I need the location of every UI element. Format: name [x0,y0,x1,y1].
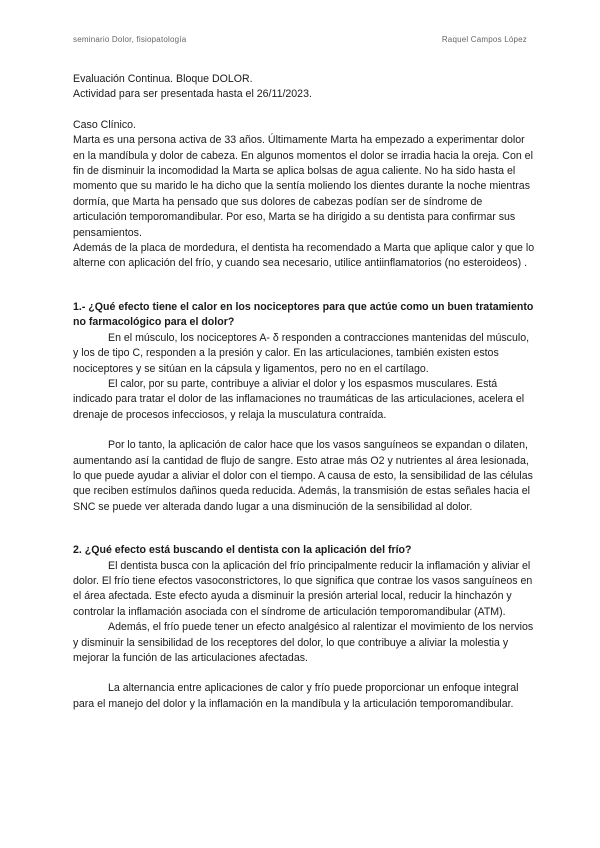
answer-1-paragraph-2: El calor, por su parte, contribuye a aliviar el dolor y los espasmos musculares. Está indicado para tratar el dolor de las inflamaciones no traumáticas de las articulaciones, acelera el drenaje de procesos infecciosos, y relaja la musculatura contraída. [73,377,525,421]
case-heading: Caso Clínico. [73,118,136,131]
document-body [73,72,537,712]
answer-2-paragraph-1: El dentista busca con la aplicación del frío principalmente reducir la inflamación y aliviar el dolor. El frío tiene efectos vasoconstrictores, lo que significa que contrae los vasos sanguíneos en el área afectada. Este efecto ayuda a disminuir la presión arterial local, reducir la hinchazón y controlar la inflamación asociada con el síndrome de articulación temporomandibular (ATM). [73,559,533,618]
answer-1-paragraph-1: En el músculo, los nociceptores A- δ responden a contracciones mantenidas del músculo, y los de tipo C, responden a la presión y calor. En las articulaciones, también existen estos nociceptores y se sitúan en la cápsula y ligamentos, pero no en el cartílago. [73,331,530,375]
header-left: seminario Dolor, fisiopatología [73,35,187,44]
case-paragraph-1: Marta es una persona activa de 33 años. Últimamente Marta ha empezado a experimentar dolor en la mandíbula y dolor de cabeza. En algunos momentos el dolor se irradia hacia la oreja. Con el fin de disminuir la incomodidad la Marta se aplica bolsas de agua caliente. No ha sido hasta el momento que su marido le ha dicho que la sentía moliendo los dientes durante la noche mientras dormía, que Marta ha pensado que sus dolores de cabezas podían ser de síndrome de articulación temporomandibular. Por eso, Marta se ha dirigido a su dentista para confirmar sus pensamientos. [73,134,533,239]
answer-2-paragraph-3: La alternancia entre aplicaciones de calor y frío puede proporcionar un enfoque integral para el manejo del dolor y la inflamación en la mandíbula y la articulación temporomandibular. [73,682,519,710]
doc-deadline: Actividad para ser presentada hasta el 26/11/2023. [73,88,312,101]
answer-2-paragraph-2: Además, el frío puede tener un efecto analgésico al ralentizar el movimiento de los nervios y disminuir la sensibilidad de los receptores del dolor, lo que contribuye a aliviar la molestia y mejorar la función de las articulaciones afectadas. [73,621,534,664]
question-2: 2. ¿Qué efecto está buscando el dentista con la aplicación del frío? [73,544,412,557]
doc-title: Evaluación Continua. Bloque DOLOR. [73,73,253,85]
answer-1-paragraph-3: Por lo tanto, la aplicación de calor hace que los vasos sanguíneos se expandan o dilaten, aumentando así la cantidad de flujo de sangre. Esto atrae más O2 y nutrientes al área lesionada, lo que puede ayudar a aliviar el dolor con el tiempo. A causa de esto, la sensibilidad de las células que reciben estímulos dañinos queda reducida. Además, la transmisión de estas señales hacia el SNC se puede ver alterada dando lugar a una disminución de la sensibilidad al dolor. [73,439,533,513]
question-1: 1.- ¿Qué efecto tiene el calor en los nociceptores para que actúe como un buen tratamiento no farmacológico para el dolor? [73,300,534,329]
case-paragraph-2: Además de la placa de mordedura, el dentista ha recomendado a Marta que aplique calor y que lo alterne con aplicación del frío, y cuando sea necesario, utilice antiinflamatorios (no esteroideos) . [73,242,535,270]
header-right: Raquel Campos López [441,35,527,44]
